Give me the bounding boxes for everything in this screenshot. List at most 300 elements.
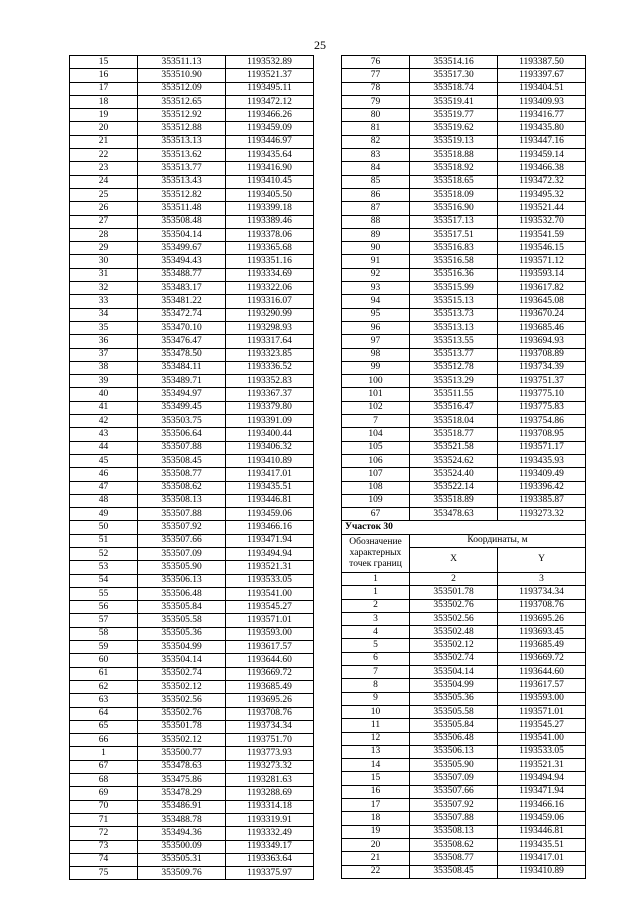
point-number-cell: 41 <box>70 401 138 414</box>
point-number-cell: 69 <box>70 787 138 800</box>
y-coordinate-cell: 1193541.59 <box>498 228 586 241</box>
point-number-cell: 90 <box>342 242 410 255</box>
y-coordinate-cell: 1193379.80 <box>226 401 314 414</box>
point-number-cell: 36 <box>70 335 138 348</box>
point-number-cell: 92 <box>342 268 410 281</box>
column-index-row <box>342 572 586 585</box>
point-number-cell: 22 <box>342 865 410 878</box>
table-row <box>70 694 314 707</box>
table-row <box>70 348 314 361</box>
table-row <box>342 838 586 851</box>
point-number-cell: 65 <box>70 720 138 733</box>
x-coordinate-cell: 353505.36 <box>410 692 498 705</box>
point-number-cell: 40 <box>70 388 138 401</box>
table-row <box>342 401 586 414</box>
table-row <box>342 772 586 785</box>
table-row <box>70 335 314 348</box>
point-number-cell: 30 <box>70 255 138 268</box>
x-coordinate-cell: 353505.58 <box>410 705 498 718</box>
table-row <box>70 228 314 241</box>
x-coordinate-cell: 353516.58 <box>410 255 498 268</box>
y-coordinate-cell: 1193446.97 <box>226 135 314 148</box>
table-row <box>70 481 314 494</box>
y-coordinate-cell: 1193685.46 <box>498 321 586 334</box>
point-number-cell: 31 <box>70 268 138 281</box>
y-coordinate-cell: 1193532.89 <box>226 56 314 69</box>
x-coordinate-cell: 353513.73 <box>410 308 498 321</box>
point-number-cell: 34 <box>70 308 138 321</box>
x-coordinate-cell: 353513.55 <box>410 335 498 348</box>
x-coordinate-cell: 353515.13 <box>410 295 498 308</box>
point-number-cell: 29 <box>70 242 138 255</box>
x-coordinate-cell: 353508.45 <box>410 865 498 878</box>
y-coordinate-cell: 1193435.51 <box>498 838 586 851</box>
point-number-cell: 108 <box>342 481 410 494</box>
x-coordinate-cell: 353518.92 <box>410 162 498 175</box>
y-coordinate-cell: 1193410.45 <box>226 175 314 188</box>
point-number-cell: 55 <box>70 587 138 600</box>
y-coordinate-cell: 1193317.64 <box>226 335 314 348</box>
point-number-cell: 80 <box>342 109 410 122</box>
point-number-cell: 85 <box>342 175 410 188</box>
x-coordinate-cell: 353502.74 <box>410 652 498 665</box>
x-coordinate-cell: 353502.12 <box>138 734 226 747</box>
table-row <box>70 361 314 374</box>
point-number-cell: 47 <box>70 481 138 494</box>
table-row <box>342 732 586 745</box>
table-row <box>70 295 314 308</box>
table-row <box>70 760 314 773</box>
x-coordinate-cell: 353512.78 <box>410 361 498 374</box>
x-coordinate-cell: 353511.55 <box>410 388 498 401</box>
y-coordinate-cell: 1193387.50 <box>498 56 586 69</box>
point-number-cell: 84 <box>342 162 410 175</box>
point-number-cell: 19 <box>342 825 410 838</box>
point-number-cell: 63 <box>70 694 138 707</box>
x-coordinate-cell: 353512.09 <box>138 82 226 95</box>
x-coordinate-cell: 353502.12 <box>138 680 226 693</box>
x-coordinate-cell: 353501.78 <box>410 586 498 599</box>
x-coordinate-cell: 353513.77 <box>138 162 226 175</box>
point-number-cell: 8 <box>342 679 410 692</box>
x-coordinate-cell: 353504.99 <box>410 679 498 692</box>
x-coordinate-cell: 353508.77 <box>410 852 498 865</box>
y-coordinate-cell: 1193693.45 <box>498 626 586 639</box>
x-coordinate-cell: 353512.82 <box>138 188 226 201</box>
table-row <box>342 428 586 441</box>
x-coordinate-cell: 353506.48 <box>138 587 226 600</box>
table-row <box>70 680 314 693</box>
table-row <box>70 82 314 95</box>
table-row <box>70 547 314 560</box>
coordinates-table-left <box>69 55 314 880</box>
x-coordinate-cell: 353486.91 <box>138 800 226 813</box>
y-coordinate-cell: 1193290.99 <box>226 308 314 321</box>
x-coordinate-cell: 353517.30 <box>410 69 498 82</box>
point-number-cell: 97 <box>342 335 410 348</box>
y-coordinate-cell: 1193417.01 <box>226 468 314 481</box>
y-coordinate-cell: 1193494.94 <box>226 547 314 560</box>
table-row <box>70 707 314 720</box>
table-row <box>342 295 586 308</box>
y-coordinate-cell: 1193617.57 <box>226 641 314 654</box>
point-number-cell: 93 <box>342 282 410 295</box>
y-coordinate-cell: 1193378.06 <box>226 228 314 241</box>
x-coordinate-cell: 353511.48 <box>138 202 226 215</box>
y-coordinate-cell: 1193734.34 <box>498 586 586 599</box>
table-row <box>70 428 314 441</box>
x-coordinate-cell: 353502.12 <box>410 639 498 652</box>
y-coordinate-cell: 1193459.06 <box>498 812 586 825</box>
table-row <box>342 705 586 718</box>
table-row <box>342 799 586 812</box>
y-coordinate-cell: 1193399.18 <box>226 202 314 215</box>
point-number-cell: 18 <box>70 95 138 108</box>
x-coordinate-cell: 353515.99 <box>410 282 498 295</box>
x-coordinate-cell: 353506.13 <box>410 745 498 758</box>
x-coordinate-cell: 353505.90 <box>138 561 226 574</box>
point-number-cell: 56 <box>70 601 138 614</box>
y-coordinate-cell: 1193521.44 <box>498 202 586 215</box>
point-number-cell: 43 <box>70 428 138 441</box>
point-number-cell: 20 <box>342 838 410 851</box>
point-number-cell: 102 <box>342 401 410 414</box>
table-row <box>70 867 314 880</box>
y-coordinate-cell: 1193545.27 <box>226 601 314 614</box>
point-number-cell: 62 <box>70 680 138 693</box>
y-coordinate-cell: 1193459.14 <box>498 149 586 162</box>
y-coordinate-cell: 1193410.89 <box>498 865 586 878</box>
table-row <box>70 308 314 321</box>
y-coordinate-cell: 1193391.09 <box>226 415 314 428</box>
table-row <box>70 69 314 82</box>
table-row <box>70 242 314 255</box>
point-number-cell: 10 <box>342 705 410 718</box>
table-row <box>70 614 314 627</box>
table-row <box>70 175 314 188</box>
point-number-cell: 15 <box>70 56 138 69</box>
point-number-cell: 64 <box>70 707 138 720</box>
table-row <box>70 188 314 201</box>
point-number-cell: 37 <box>70 348 138 361</box>
y-coordinate-cell: 1193521.31 <box>226 561 314 574</box>
point-number-cell: 104 <box>342 428 410 441</box>
point-number-cell: 61 <box>70 667 138 680</box>
point-number-cell: 109 <box>342 494 410 507</box>
table-row <box>342 122 586 135</box>
y-coordinate-cell: 1193541.00 <box>226 587 314 600</box>
x-coordinate-cell: 353510.90 <box>138 69 226 82</box>
point-number-cell: 26 <box>70 202 138 215</box>
table-row <box>342 228 586 241</box>
y-coordinate-cell: 1193334.69 <box>226 268 314 281</box>
y-coordinate-cell: 1193332.49 <box>226 827 314 840</box>
x-coordinate-cell: 353500.09 <box>138 840 226 853</box>
point-number-cell: 44 <box>70 441 138 454</box>
point-number-cell: 11 <box>342 719 410 732</box>
x-coordinate-cell: 353508.62 <box>138 481 226 494</box>
table-row <box>342 242 586 255</box>
y-coordinate-cell: 1193593.00 <box>226 627 314 640</box>
section-title: Участок 30 <box>342 521 586 534</box>
table-row <box>70 601 314 614</box>
table-row <box>70 441 314 454</box>
point-number-cell: 67 <box>342 508 410 521</box>
y-label-header: Y <box>498 547 586 572</box>
table-row <box>70 375 314 388</box>
table-row <box>70 215 314 228</box>
point-number-cell: 17 <box>70 82 138 95</box>
x-coordinate-cell: 353494.43 <box>138 255 226 268</box>
table-row <box>70 521 314 534</box>
y-coordinate-cell: 1193389.46 <box>226 215 314 228</box>
point-number-cell: 38 <box>70 361 138 374</box>
x-coordinate-cell: 353508.48 <box>138 215 226 228</box>
table-row <box>70 454 314 467</box>
y-coordinate-cell: 1193708.95 <box>498 428 586 441</box>
point-number-cell: 57 <box>70 614 138 627</box>
column-index-cell: 1 <box>342 572 410 585</box>
y-coordinate-cell: 1193546.15 <box>498 242 586 255</box>
x-coordinate-cell: 353501.78 <box>138 720 226 733</box>
y-coordinate-cell: 1193521.31 <box>498 759 586 772</box>
table-row <box>70 787 314 800</box>
y-coordinate-cell: 1193416.90 <box>226 162 314 175</box>
point-number-cell: 106 <box>342 454 410 467</box>
point-number-cell: 24 <box>70 175 138 188</box>
y-coordinate-cell: 1193351.16 <box>226 255 314 268</box>
x-coordinate-cell: 353504.14 <box>138 228 226 241</box>
y-coordinate-cell: 1193409.49 <box>498 468 586 481</box>
point-number-cell: 83 <box>342 149 410 162</box>
y-coordinate-cell: 1193708.76 <box>498 599 586 612</box>
point-number-cell: 9 <box>342 692 410 705</box>
point-number-cell: 18 <box>342 812 410 825</box>
table-row <box>70 587 314 600</box>
table-row <box>70 747 314 760</box>
table-row <box>70 734 314 747</box>
y-coordinate-cell: 1193314.18 <box>226 800 314 813</box>
table-row <box>342 612 586 625</box>
table-row <box>342 202 586 215</box>
section-title-row <box>342 521 586 534</box>
point-number-cell: 88 <box>342 215 410 228</box>
x-coordinate-cell: 353518.09 <box>410 188 498 201</box>
point-number-cell: 89 <box>342 228 410 241</box>
x-coordinate-cell: 353518.77 <box>410 428 498 441</box>
x-coordinate-cell: 353489.71 <box>138 375 226 388</box>
y-coordinate-cell: 1193375.97 <box>226 867 314 880</box>
x-coordinate-cell: 353517.51 <box>410 228 498 241</box>
table-row <box>342 375 586 388</box>
y-coordinate-cell: 1193447.16 <box>498 135 586 148</box>
table-row <box>70 149 314 162</box>
table-row <box>342 282 586 295</box>
y-coordinate-cell: 1193471.94 <box>498 785 586 798</box>
y-coordinate-cell: 1193459.09 <box>226 122 314 135</box>
y-coordinate-cell: 1193775.83 <box>498 401 586 414</box>
point-number-cell: 16 <box>342 785 410 798</box>
x-coordinate-cell: 353494.36 <box>138 827 226 840</box>
y-coordinate-cell: 1193685.49 <box>226 680 314 693</box>
table-row <box>342 759 586 772</box>
y-coordinate-cell: 1193409.93 <box>498 95 586 108</box>
x-coordinate-cell: 353483.17 <box>138 282 226 295</box>
x-coordinate-cell: 353524.62 <box>410 454 498 467</box>
y-coordinate-cell: 1193446.81 <box>498 825 586 838</box>
point-number-cell: 33 <box>70 295 138 308</box>
y-coordinate-cell: 1193471.94 <box>226 534 314 547</box>
table-row <box>342 745 586 758</box>
x-coordinate-cell: 353505.31 <box>138 853 226 866</box>
y-coordinate-cell: 1193281.63 <box>226 774 314 787</box>
y-coordinate-cell: 1193494.94 <box>498 772 586 785</box>
table-row <box>342 188 586 201</box>
point-number-cell: 81 <box>342 122 410 135</box>
point-number-cell: 60 <box>70 654 138 667</box>
y-coordinate-cell: 1193435.51 <box>226 481 314 494</box>
y-coordinate-cell: 1193472.12 <box>226 95 314 108</box>
y-coordinate-cell: 1193495.32 <box>498 188 586 201</box>
y-coordinate-cell: 1193466.38 <box>498 162 586 175</box>
table-row <box>70 162 314 175</box>
table-row <box>70 574 314 587</box>
y-coordinate-cell: 1193521.37 <box>226 69 314 82</box>
x-coordinate-cell: 353506.13 <box>138 574 226 587</box>
point-number-cell: 5 <box>342 639 410 652</box>
x-coordinate-cell: 353514.16 <box>410 56 498 69</box>
point-number-cell: 105 <box>342 441 410 454</box>
point-number-cell: 27 <box>70 215 138 228</box>
x-coordinate-cell: 353518.04 <box>410 415 498 428</box>
x-coordinate-cell: 353505.90 <box>410 759 498 772</box>
table-row <box>342 494 586 507</box>
header-row-1 <box>342 534 586 547</box>
x-coordinate-cell: 353507.92 <box>138 521 226 534</box>
x-coordinate-cell: 353502.74 <box>138 667 226 680</box>
y-coordinate-cell: 1193319.91 <box>226 813 314 826</box>
table-row <box>70 667 314 680</box>
point-number-cell: 20 <box>70 122 138 135</box>
point-number-cell: 87 <box>342 202 410 215</box>
coords-label-header: Координаты, м <box>410 534 586 547</box>
y-coordinate-cell: 1193322.06 <box>226 282 314 295</box>
table-row <box>342 268 586 281</box>
x-coordinate-cell: 353516.90 <box>410 202 498 215</box>
y-coordinate-cell: 1193365.68 <box>226 242 314 255</box>
y-coordinate-cell: 1193541.00 <box>498 732 586 745</box>
y-coordinate-cell: 1193644.60 <box>498 666 586 679</box>
y-coordinate-cell: 1193466.26 <box>226 109 314 122</box>
table-row <box>342 468 586 481</box>
point-number-cell: 45 <box>70 454 138 467</box>
x-coordinate-cell: 353494.97 <box>138 388 226 401</box>
table-row <box>342 785 586 798</box>
table-row <box>70 56 314 69</box>
table-row <box>342 215 586 228</box>
y-coordinate-cell: 1193694.93 <box>498 335 586 348</box>
x-coordinate-cell: 353507.88 <box>138 441 226 454</box>
page-number: 25 <box>314 38 326 52</box>
table-row <box>70 388 314 401</box>
y-coordinate-cell: 1193466.16 <box>226 521 314 534</box>
point-number-cell: 13 <box>342 745 410 758</box>
point-number-cell: 49 <box>70 508 138 521</box>
table-row <box>342 812 586 825</box>
y-coordinate-cell: 1193669.72 <box>498 652 586 665</box>
table-row <box>70 122 314 135</box>
point-number-cell: 46 <box>70 468 138 481</box>
x-coordinate-cell: 353512.88 <box>138 122 226 135</box>
y-coordinate-cell: 1193446.81 <box>226 494 314 507</box>
point-number-cell: 51 <box>70 534 138 547</box>
x-coordinate-cell: 353502.76 <box>138 707 226 720</box>
y-coordinate-cell: 1193532.70 <box>498 215 586 228</box>
point-number-cell: 23 <box>70 162 138 175</box>
point-number-cell: 54 <box>70 574 138 587</box>
table-row <box>342 321 586 334</box>
y-coordinate-cell: 1193273.32 <box>226 760 314 773</box>
point-number-cell: 76 <box>342 56 410 69</box>
point-number-cell: 21 <box>342 852 410 865</box>
y-coordinate-cell: 1193754.86 <box>498 415 586 428</box>
y-coordinate-cell: 1193593.00 <box>498 692 586 705</box>
point-number-cell: 67 <box>70 760 138 773</box>
x-coordinate-cell: 353518.74 <box>410 82 498 95</box>
x-coordinate-cell: 353507.66 <box>410 785 498 798</box>
x-coordinate-cell: 353488.77 <box>138 268 226 281</box>
x-coordinate-cell: 353507.66 <box>138 534 226 547</box>
table-row <box>70 135 314 148</box>
y-coordinate-cell: 1193545.27 <box>498 719 586 732</box>
table-row <box>70 321 314 334</box>
point-number-cell: 77 <box>342 69 410 82</box>
table-row <box>342 481 586 494</box>
y-coordinate-cell: 1193644.60 <box>226 654 314 667</box>
x-coordinate-cell: 353470.10 <box>138 321 226 334</box>
table-row <box>70 508 314 521</box>
x-coordinate-cell: 353505.84 <box>138 601 226 614</box>
table-row <box>342 719 586 732</box>
table-row <box>70 853 314 866</box>
y-coordinate-cell: 1193571.17 <box>498 441 586 454</box>
point-number-cell: 1 <box>70 747 138 760</box>
x-coordinate-cell: 353513.13 <box>138 135 226 148</box>
x-coordinate-cell: 353502.56 <box>410 612 498 625</box>
x-coordinate-cell: 353516.47 <box>410 401 498 414</box>
point-number-cell: 82 <box>342 135 410 148</box>
table-row <box>342 415 586 428</box>
y-coordinate-cell: 1193466.16 <box>498 799 586 812</box>
table-row <box>70 494 314 507</box>
x-coordinate-cell: 353504.14 <box>138 654 226 667</box>
y-coordinate-cell: 1193495.11 <box>226 82 314 95</box>
y-coordinate-cell: 1193298.93 <box>226 321 314 334</box>
table-row <box>70 654 314 667</box>
y-coordinate-cell: 1193397.67 <box>498 69 586 82</box>
y-coordinate-cell: 1193533.05 <box>226 574 314 587</box>
y-coordinate-cell: 1193645.08 <box>498 295 586 308</box>
table-row <box>70 468 314 481</box>
point-number-cell: 75 <box>70 867 138 880</box>
point-number-cell: 107 <box>342 468 410 481</box>
y-coordinate-cell: 1193734.34 <box>226 720 314 733</box>
point-number-cell: 79 <box>342 95 410 108</box>
y-coordinate-cell: 1193734.39 <box>498 361 586 374</box>
y-coordinate-cell: 1193336.52 <box>226 361 314 374</box>
x-coordinate-cell: 353507.88 <box>410 812 498 825</box>
x-coordinate-cell: 353508.62 <box>410 838 498 851</box>
